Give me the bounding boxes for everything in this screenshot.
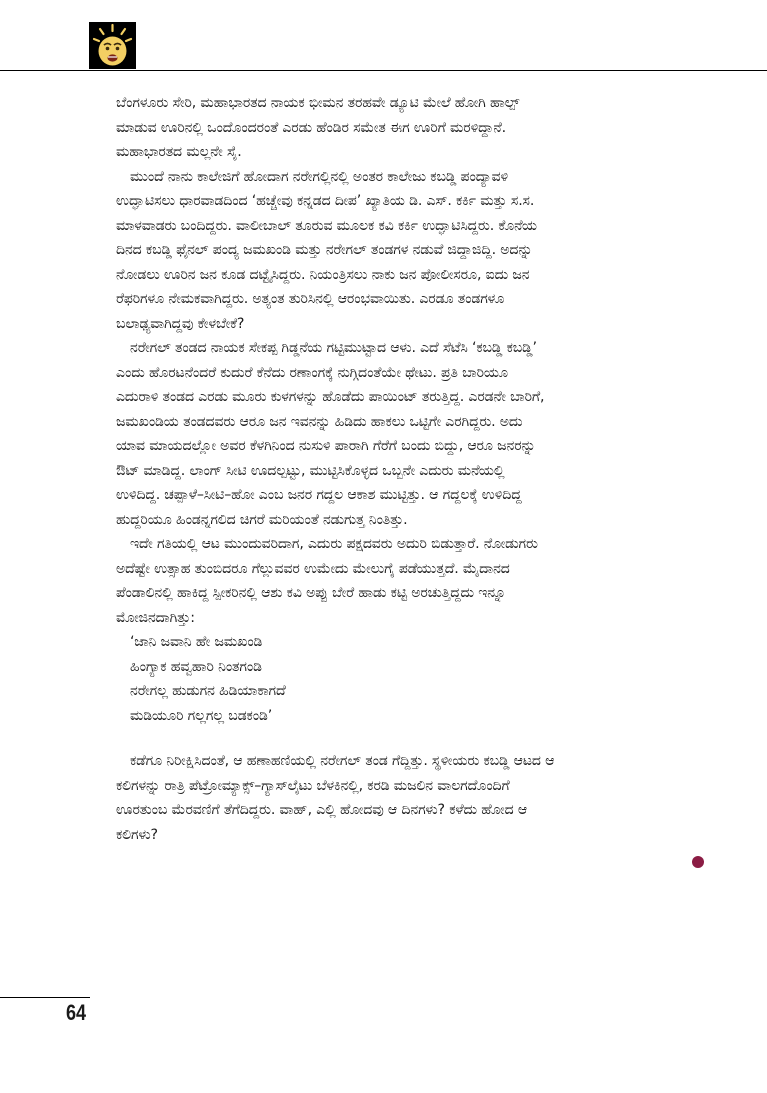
text-line: ದಿನದ ಕಬಡ್ಡಿ ಫೈನಲ್ ಪಂದ್ಯ ಜಮಖಂಡಿ ಮತ್ತು ನರೇಗಲ್ ತಂಡಗಳ ನಡುವೆ ಜಿದ್ದಾಜಿದ್ದಿ. ಅದನ್ನು [116,242,533,258]
end-of-article-dot [692,856,704,868]
paragraph-4 [116,532,712,630]
text-line: ಮುಂದೆ ನಾನು ಕಾಲೇಜಿಗೆ ಹೋದಾಗ ನರೇಗಲ್ಲಿನಲ್ಲಿ ಅಂತರ ಕಾಲೇಜು ಕಬಡ್ಡಿ ಪಂದ್ಯಾವಳಿ [130,168,509,185]
text-line: ಬೆಂಗಳೂರು ಸೇರಿ, ಮಹಾಭಾರತದ ನಾಯಕ ಭೀಮನ ತರಹವೇ ಡ್ಯೂಟಿ ಮೇಲೆ ಹೋಗಿ ಹಾಲ್ಪ್ [116,95,520,111]
verse-line: ಮಡಿಯೂರಿ ಗಲ್ಲಗಲ್ಲ ಬಡಕಂಡಿ’ [130,707,273,724]
text-line: ಅದೆಷ್ಟೇ ಉತ್ಸಾಹ ತುಂಬಿದರೂ ಗೆಲ್ಲುವವರ ಉಮೇದು ಮೇಲುಗೈ ಪಡೆಯುತ್ತದೆ. ಮೈದಾನದ [116,560,510,577]
paragraph-gap [116,728,712,749]
verse-line: ‘ಜಾನಿ ಜವಾನಿ ಹೇ ಜಮಖಂಡಿ [130,634,263,650]
verse-line: ನರೇಗಲ್ಲ ಹುಡುಗನ ಹಿಡಿಯಾಕಾಗದೆ [130,683,286,699]
text-line: ಎಂದು ಹೊರಟನೆಂದರೆ ಕುದುರೆ ಕೆನೆದು ರಣಾಂಗಕ್ಕೆ ನುಗ್ಗಿದಂತೆಯೇ ಥೇಟು. ಪ್ರತಿ ಬಾರಿಯೂ [116,364,508,381]
text-line: ಇದೇ ಗತಿಯಲ್ಲಿ ಆಟ ಮುಂದುವರಿದಾಗ, ಎದುರು ಪಕ್ಷದವರು ಅದುರಿ ಬಿಡುತ್ತಾರೆ. ನೋಡುಗರು [130,536,538,552]
text-line: ಜಮಖಂಡಿಯ ತಂಡದವರು ಆರೂ ಜನ ಇವನನ್ನು ಹಿಡಿದು ಹಾಕಲು ಒಟ್ಟಿಗೇ ಎರಗಿದ್ದರು. ಅದು [116,413,523,430]
text-line: ಊರತುಂಬ ಮೆರವಣಿಗೆ ತೆಗೆದಿದ್ದರು. ವಾಹ್, ಎಲ್ಲಿ ಹೋದವು ಆ ದಿನಗಳು? ಕಳೆದು ಹೋದ ಆ [116,802,528,818]
text-line: ಎದುರಾಳಿ ತಂಡದ ಎರಡು ಮೂರು ಕುಳಗಳನ್ನು ಹೊಡೆದು ಪಾಯಿಂಟ್ ತರುತ್ತಿದ್ದ. ಎರಡನೇ ಬಾರಿಗೆ, [116,389,545,405]
footer-rule [0,997,90,998]
folk-song-verse [116,630,712,728]
text-line: ಪೆಂಡಾಲಿನಲ್ಲಿ ಹಾಕಿದ್ದ ಸ್ಪೀಕರಿನಲ್ಲಿ ಆಶು ಕವಿ ಅಪ್ಪು ಬೇರೆ ಹಾಡು ಕಟ್ಟಿ ಅರಚುತ್ತಿದ್ದದು ಇನ್ನೂ [116,585,506,601]
page-number: 64 [66,1000,87,1025]
sun-face-icon [89,22,136,69]
text-line: ಉದ್ಘಾಟಿಸಲು ಧಾರವಾಡದಿಂದ ‘ಹಚ್ಚೇವು ಕನ್ನಡದ ದೀಪ’ ಖ್ಯಾತಿಯ ಡಿ. ಎಸ್. ಕರ್ಕಿ ಮತ್ತು ಸ.ಸ. [116,193,535,209]
text-line: ಕಲಿಗಳನ್ನು ರಾತ್ರಿ ಪೆಟ್ರೋಮ್ಯಾಕ್ಸ್–ಗ್ಯಾಸ್‌ಲೈಟು ಬೆಳಕಿನಲ್ಲಿ, ಕರಡಿ ಮಜಲಿನ ವಾಲಗದೊಂದಿಗೆ [116,777,510,794]
text-line: ಕಡೆಗೂ ನಿರೀಕ್ಷಿಸಿದಂತೆ, ಆ ಹಣಾಹಣಿಯಲ್ಲಿ ನರೇಗಲ್ ತಂಡ ಗೆದ್ದಿತ್ತು. ಸ್ಥಳೀಯರು ಕಬಡ್ಡಿ ಆಟದ ಆ [130,753,555,769]
paragraph-1 [116,91,712,165]
article-body [116,91,712,847]
text-line: ನೋಡಲು ಊರಿನ ಜನ ಕೂಡ ದಟ್ಟೈಸಿದ್ದರು. ನಿಯಂತ್ರಿಸಲು ನಾಕು ಜನ ಪೋಲೀಸರೂ, ಐದು ಜನ [116,266,530,283]
text-line: ಔಟ್ ಮಾಡಿದ್ದ. ಲಾಂಗ್ ಸೀಟಿ ಊದಲ್ಪಟ್ಟು, ಮುಟ್ಟಿಸಿಕೊಳ್ಳದ ಒಬ್ಬನೇ ಎದುರು ಮನೆಯಲ್ಲಿ [116,462,505,479]
text-line: ಯಾವ ಮಾಯದಲ್ಲೋ ಅವರ ಕೆಳಗಿನಿಂದ ನುಸುಳಿ ಪಾರಾಗಿ ಗೆರೆಗೆ ಬಂದು ಬಿದ್ದು, ಆರೂ ಜನರನ್ನು [116,438,536,454]
text-line: ಬಲಾಢ್ಯವಾಗಿದ್ದವು ಕೇಳಬೇಕೆ? [116,315,245,332]
text-line: ರೆಫರಿಗಳೂ ನೇಮಕವಾಗಿದ್ದರು. ಅತ್ಯಂತ ತುರಿಸಿನಲ್ಲಿ ಆರಂಭವಾಯಿತು. ಎರಡೂ ತಂಡಗಳೂ [116,291,505,307]
text-line: ಮಾಡುವ ಊರಿನಲ್ಲಿ ಒಂದೊಂದರಂತೆ ಎರಡು ಹೆಂಡಿರ ಸಮೇತ ಈಗ ಊರಿಗೆ ಮರಳಿದ್ದಾನೆ. [116,119,506,136]
text-line: ನರೇಗಲ್ ತಂಡದ ನಾಯಕ ಸೇಕಪ್ಪ ಗಿಡ್ಡನೆಯ ಗಟ್ಟಿಮುಟ್ಟಾದ ಆಳು. ಎದೆ ಸೆಟೆಸಿ ‘ಕಬಡ್ಡಿ ಕಬಡ್ಡಿ’ [130,340,537,356]
verse-line: ಹಿಂಗ್ಯಾಕ ಹವ್ವಹಾರಿ ನಿಂತಗಂಡಿ [130,658,262,675]
text-line: ಉಳಿದಿದ್ದ. ಚಪ್ಪಾಳೆ–ಸೀಟಿ–ಹೋ ಎಂಬ ಜನರ ಗದ್ದಲ ಆಕಾಶ ಮುಟ್ಟಿತ್ತು. ಆ ಗದ್ದಲಕ್ಕೆ ಉಳಿದಿದ್ದ [116,487,522,503]
text-line: ಹುದ್ದರಿಯೂ ಹಿಂಡನ್ನಗಲಿದ ಚಿಗರೆ ಮರಿಯಂತೆ ನಡುಗುತ್ತ ನಿಂತಿತ್ತು. [116,511,408,528]
text-line: ಮೋಜಿನದಾಗಿತ್ತು: [116,609,195,626]
text-line: ಮಹಾಭಾರತದ ಮಲ್ಲನೇ ಸೈ. [116,144,242,160]
paragraph-3 [116,336,712,532]
text-line: ಕಲಿಗಳು? [116,826,158,843]
sun-face-logo [89,22,136,69]
header-rule [0,70,767,71]
paragraph-5 [116,749,712,847]
text-line: ಮಾಳವಾಡರು ಬಂದಿದ್ದರು. ವಾಲೀಬಾಲ್ ತೂರುವ ಮೂಲಕ ಕವಿ ಕರ್ಕಿ ಉದ್ಘಾಟಿಸಿದ್ದರು. ಕೊನೆಯ [116,217,537,234]
paragraph-2 [116,165,712,337]
